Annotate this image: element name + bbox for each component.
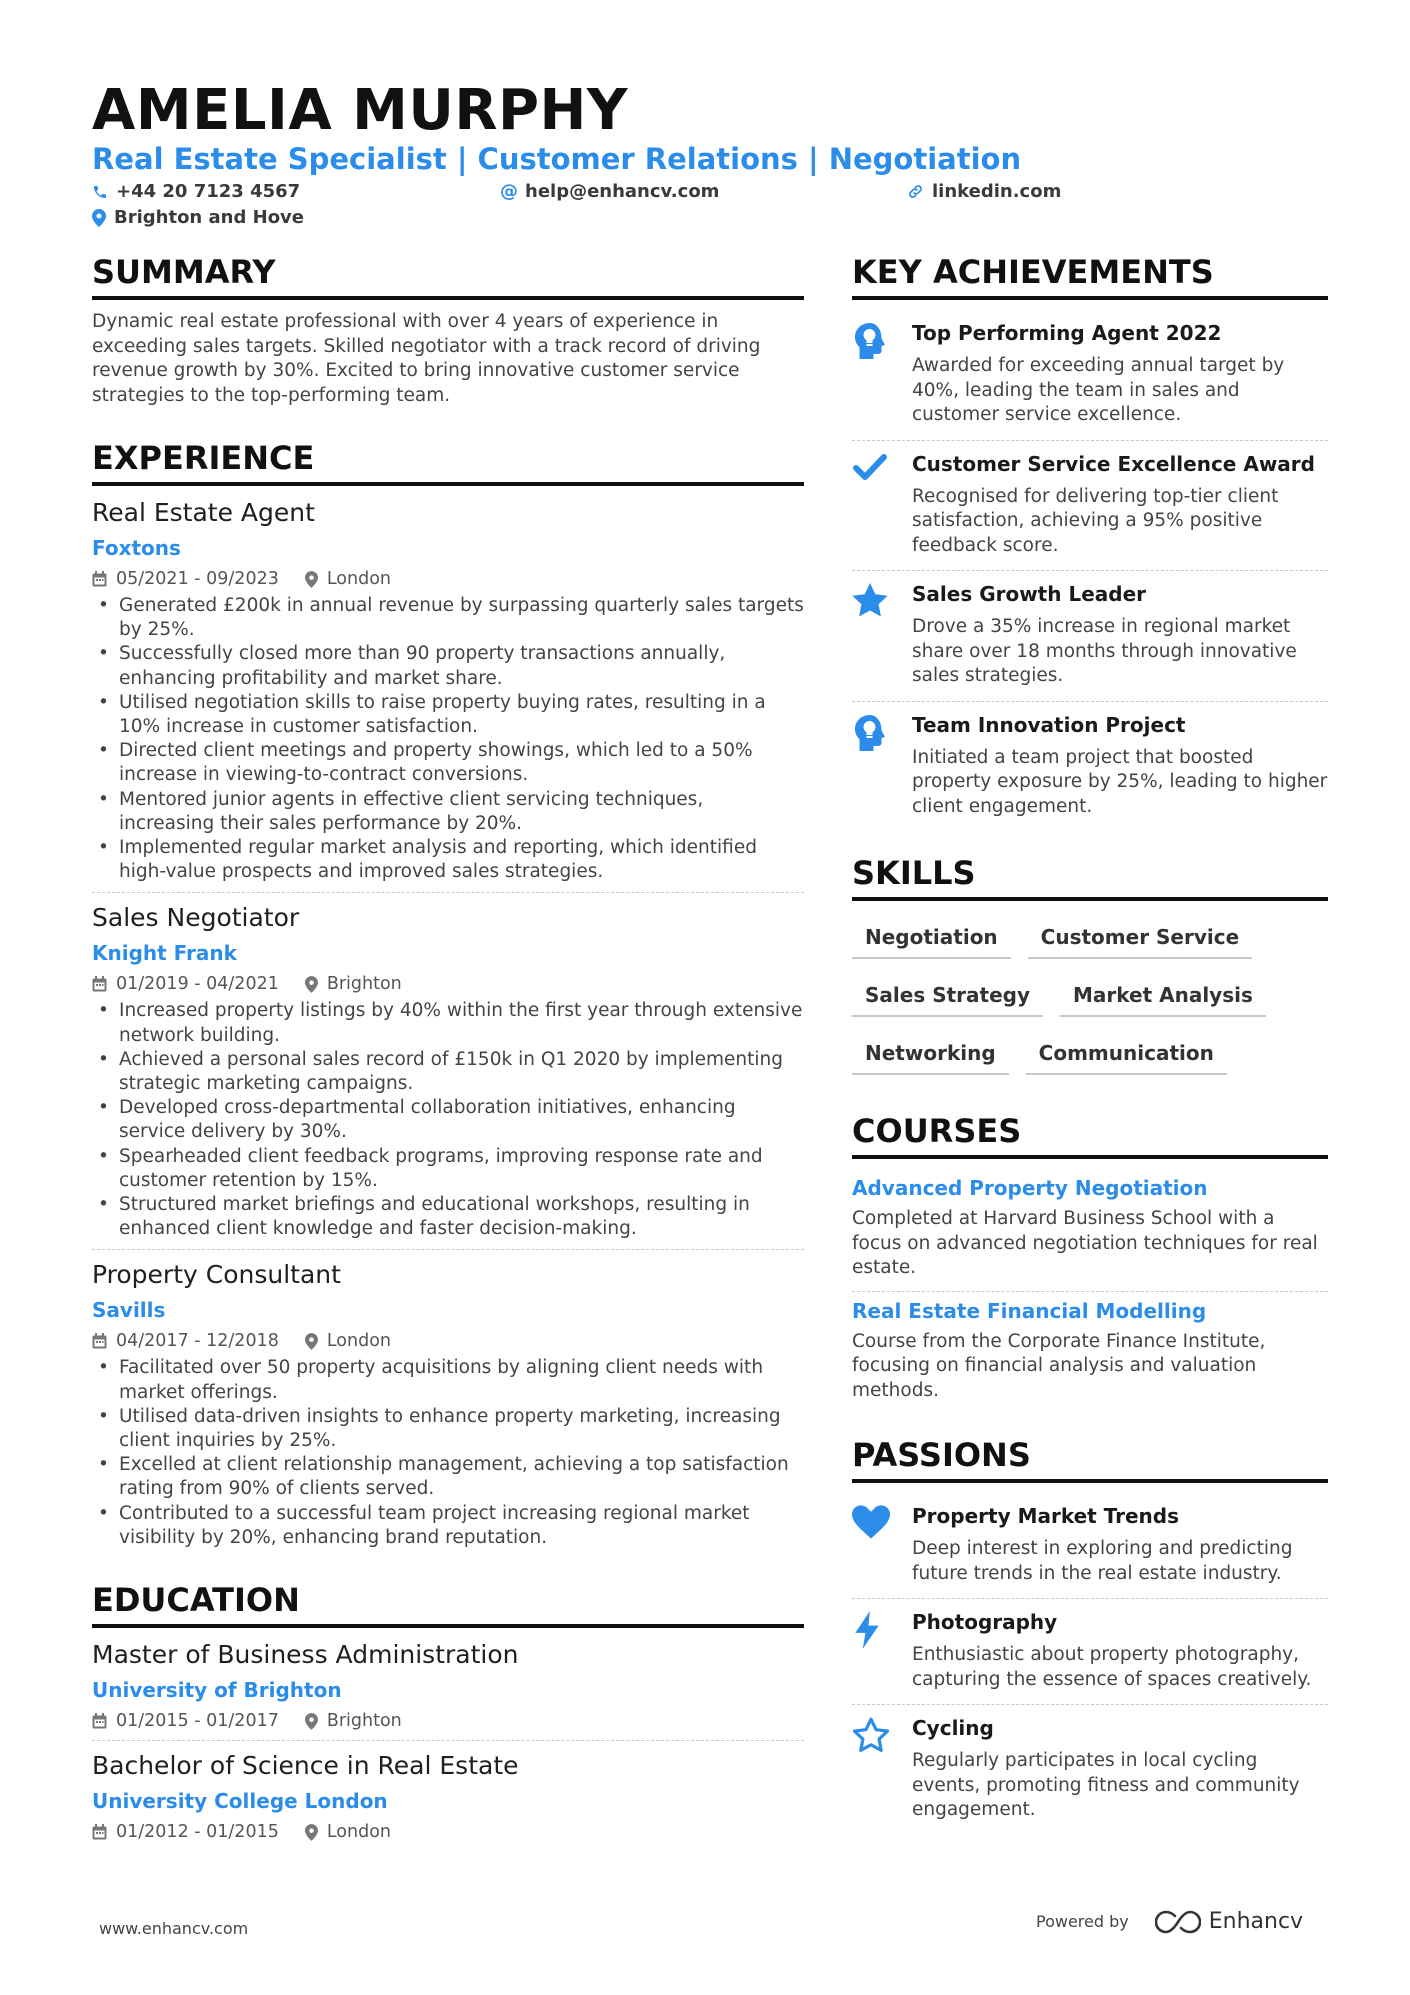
phone-icon — [92, 184, 108, 200]
summary-section — [92, 252, 804, 408]
company-name: Knight Frank — [92, 941, 237, 966]
headline: Real Estate Specialist | Customer Relations | Negotiation — [92, 142, 1022, 176]
calendar-icon — [92, 571, 107, 587]
candidate-name: AMELIA MURPHY — [92, 78, 628, 143]
job-title: Real Estate Agent — [92, 498, 315, 527]
experience-section — [92, 438, 804, 1558]
location-pin-icon — [305, 571, 318, 588]
course-description: Completed at Harvard Business School with a focus on advanced negotiation techniques for real estate. — [852, 1208, 1318, 1278]
passion-item — [852, 1493, 1328, 1599]
bullet-item: • Increased property listings by 40% within the first year through extensive network building. — [92, 999, 804, 1047]
bullet-item: • Facilitated over 50 property acquisitions by aligning client needs with market offerings. — [92, 1356, 804, 1404]
link-icon — [907, 183, 924, 200]
education-meta — [92, 1710, 804, 1732]
location-pin-icon — [305, 1824, 318, 1841]
education-entry — [92, 1749, 804, 1851]
calendar-icon — [92, 1713, 107, 1729]
right-column — [852, 252, 1328, 1865]
school-name: University College London — [92, 1789, 388, 1814]
job-dates — [92, 973, 279, 995]
achievements-section — [852, 252, 1328, 831]
passion-description: Enthusiastic about property photography, capturing the essence of spaces creatively. — [912, 1644, 1312, 1690]
at-icon: @ — [500, 181, 518, 202]
job-dates — [92, 568, 279, 590]
lightning-icon — [852, 1611, 882, 1649]
bullet-item: • Contributed to a successful team project increasing regional market visibility by 20%, enhancing brand reputation. — [92, 1502, 804, 1550]
job-bullets — [92, 1356, 804, 1550]
bullet-item: • Achieved a personal sales record of £150k in Q1 2020 by implementing strategic marketing campaigns. — [92, 1048, 804, 1096]
achievement-description: Drove a 35% increase in regional market share over 18 months through innovative sales strategies. — [912, 616, 1297, 686]
achievement-title: Team Innovation Project — [912, 712, 1186, 737]
education-location — [305, 1821, 391, 1843]
skill-tag: Communication — [1026, 1033, 1227, 1075]
job-entry — [92, 1258, 804, 1558]
education-meta — [92, 1821, 804, 1843]
job-title: Sales Negotiator — [92, 903, 300, 933]
job-location — [305, 973, 402, 995]
skill-tag: Negotiation — [852, 917, 1011, 959]
bullet-item: • Utilised negotiation skills to raise property buying rates, resulting in a 10% increase in customer satisfaction. — [92, 691, 804, 739]
left-column — [92, 252, 804, 1881]
head-bulb-icon — [852, 322, 888, 360]
location-text: Brighton — [326, 974, 402, 995]
achievement-description: Recognised for delivering top-tier client satisfaction, achieving a 95% positive feedback score. — [912, 485, 1279, 556]
location-text: London — [326, 1822, 391, 1843]
date-range: 01/2015 - 01/2017 — [116, 1711, 279, 1732]
passion-content — [912, 1503, 1328, 1586]
achievement-content — [912, 712, 1328, 820]
star-outline-icon — [852, 1717, 890, 1753]
checkmark-icon — [852, 453, 888, 483]
bullet-item: • Implemented regular market analysis and reporting, which identified high-value prospects and improved sales strategies. — [92, 836, 804, 884]
bullet-item: • Utilised data-driven insights to enhance property marketing, increasing client inquiries by 25%. — [92, 1405, 804, 1453]
education-entry — [92, 1638, 804, 1741]
job-meta — [92, 568, 804, 590]
bullet-item: • Excelled at client relationship management, achieving a top satisfaction rating from 90% of clients served. — [92, 1453, 804, 1501]
date-range: 01/2019 - 04/2021 — [116, 974, 279, 995]
footer-website[interactable]: www.enhancv.com — [99, 1919, 249, 1938]
passion-item — [852, 1599, 1328, 1705]
job-entry — [92, 901, 804, 1250]
course-title: Real Estate Financial Modelling — [852, 1298, 1207, 1323]
passion-title: Photography — [912, 1610, 1058, 1634]
skills-heading: SKILLS — [852, 853, 1328, 901]
experience-heading: EXPERIENCE — [92, 438, 804, 486]
passion-content — [912, 1715, 1328, 1823]
company-name: Savills — [92, 1298, 166, 1323]
calendar-icon — [92, 976, 107, 992]
bullet-item: • Spearheaded client feedback programs, improving response rate and customer retention by 15%. — [92, 1145, 804, 1193]
passions-heading: PASSIONS — [852, 1435, 1328, 1483]
email-link[interactable]: help@enhancv.com — [525, 181, 720, 202]
company-name: Foxtons — [92, 536, 181, 560]
linkedin-contact — [907, 181, 1061, 202]
location-text: Brighton and Hove — [114, 207, 305, 228]
achievement-icon-slot — [852, 320, 912, 428]
passion-description: Regularly participates in local cycling events, promoting fitness and community engagement. — [912, 1750, 1300, 1820]
bullet-item: • Structured market briefings and educational workshops, resulting in enhanced client knowledge and faster decision-making. — [92, 1193, 804, 1241]
passions-section — [852, 1435, 1328, 1835]
achievement-item — [852, 310, 1328, 441]
passion-icon-slot — [852, 1715, 912, 1823]
achievement-icon-slot — [852, 581, 912, 689]
achievement-title: Customer Service Excellence Award — [912, 451, 1315, 476]
achievement-item — [852, 571, 1328, 702]
passion-title: Property Market Trends — [912, 1504, 1180, 1528]
job-bullets — [92, 999, 804, 1241]
achievement-icon-slot — [852, 712, 912, 820]
course-title: Advanced Property Negotiation — [852, 1176, 1208, 1200]
course-item — [852, 1169, 1328, 1292]
location-text: London — [326, 569, 391, 589]
passion-content — [912, 1609, 1328, 1692]
passion-icon-slot — [852, 1609, 912, 1692]
achievements-heading: KEY ACHIEVEMENTS — [852, 252, 1328, 300]
skill-tag: Sales Strategy — [852, 975, 1043, 1017]
achievement-description: Initiated a team project that boosted property exposure by 25%, leading to higher client engagement. — [912, 746, 1328, 817]
bullet-item: • Generated £200k in annual revenue by surpassing quarterly sales targets by 25%. — [92, 594, 804, 642]
heart-icon — [852, 1505, 890, 1539]
bullet-item: • Mentored junior agents in effective client servicing techniques, increasing their sales performance by 20%. — [92, 788, 804, 836]
job-entry — [92, 496, 804, 893]
school-name: University of Brighton — [92, 1678, 342, 1703]
skill-tag: Networking — [852, 1033, 1009, 1075]
summary-heading: SUMMARY — [92, 252, 804, 300]
education-section — [92, 1580, 804, 1851]
calendar-icon — [92, 1333, 107, 1349]
location-pin-icon — [92, 209, 106, 227]
summary-text: Dynamic real estate professional with over 4 years of experience in exceeding sales targets. Skilled negotiator with a track record of driving revenue growth by 30%. Excited to bring innovative customer service strategies to the top-performing team. — [92, 311, 761, 406]
location-text: Brighton — [326, 1711, 402, 1732]
bullet-item: • Developed cross-departmental collaboration initiatives, enhancing service delivery by 30%. — [92, 1096, 804, 1144]
achievement-content — [912, 581, 1328, 689]
phone-contact — [92, 181, 300, 202]
job-location — [305, 568, 391, 590]
achievement-title: Top Performing Agent 2022 — [912, 321, 1222, 345]
job-meta — [92, 1330, 804, 1352]
bullet-item: • Directed client meetings and property showings, which led to a 50% increase in viewing-to-contract conversions. — [92, 739, 804, 787]
course-description: Course from the Corporate Finance Institute, focusing on financial analysis and valuation methods. — [852, 1330, 1266, 1401]
location-pin-icon — [305, 1333, 318, 1350]
education-location — [305, 1710, 402, 1732]
powered-by-text: Powered by — [1036, 1912, 1129, 1931]
skills-list — [852, 911, 1328, 1091]
email-contact — [500, 181, 719, 202]
job-bullets — [92, 594, 804, 884]
date-range: 01/2012 - 01/2015 — [116, 1822, 279, 1843]
brand-logo[interactable] — [1155, 1909, 1303, 1934]
achievement-item — [852, 702, 1328, 832]
achievement-title: Sales Growth Leader — [912, 582, 1146, 606]
enhancv-logo-icon — [1155, 1910, 1201, 1934]
achievement-item — [852, 441, 1328, 572]
education-dates — [92, 1821, 279, 1843]
linkedin-link[interactable]: linkedin.com — [932, 181, 1062, 202]
location-pin-icon — [305, 976, 318, 993]
bullet-item: • Successfully closed more than 90 property transactions annually, enhancing profitability and market share. — [92, 642, 804, 690]
passion-description: Deep interest in exploring and predicting future trends in the real estate industry. — [912, 1538, 1293, 1584]
job-location — [305, 1330, 391, 1352]
achievement-content — [912, 320, 1328, 428]
skills-section — [852, 853, 1328, 1091]
education-heading: EDUCATION — [92, 1580, 804, 1628]
course-item — [852, 1292, 1328, 1414]
passion-title: Cycling — [912, 1716, 994, 1740]
job-meta — [92, 973, 804, 995]
passion-item — [852, 1705, 1328, 1835]
head-bulb-icon — [852, 714, 888, 752]
date-range: 04/2017 - 12/2018 — [116, 1331, 279, 1352]
courses-section — [852, 1111, 1328, 1413]
location-pin-icon — [305, 1713, 318, 1730]
date-range: 05/2021 - 09/2023 — [116, 569, 279, 589]
location-contact — [92, 207, 304, 228]
star-icon — [852, 583, 888, 617]
phone-number[interactable]: +44 20 7123 4567 — [116, 181, 301, 202]
footer-branding — [1036, 1909, 1303, 1934]
skill-tag: Customer Service — [1028, 917, 1253, 959]
achievement-icon-slot — [852, 451, 912, 559]
job-title: Property Consultant — [92, 1260, 341, 1290]
location-text: London — [326, 1331, 391, 1352]
achievement-content — [912, 451, 1328, 559]
brand-name: Enhancv — [1208, 1909, 1304, 1934]
job-dates — [92, 1330, 279, 1352]
courses-heading: COURSES — [852, 1111, 1328, 1159]
education-dates — [92, 1710, 279, 1732]
skill-tag: Market Analysis — [1060, 975, 1266, 1017]
calendar-icon — [92, 1824, 107, 1840]
passion-icon-slot — [852, 1503, 912, 1586]
degree-title: Master of Business Administration — [92, 1640, 519, 1670]
achievement-description: Awarded for exceeding annual target by 40%, leading the team in sales and customer service excellence. — [912, 355, 1285, 425]
degree-title: Bachelor of Science in Real Estate — [92, 1751, 519, 1781]
